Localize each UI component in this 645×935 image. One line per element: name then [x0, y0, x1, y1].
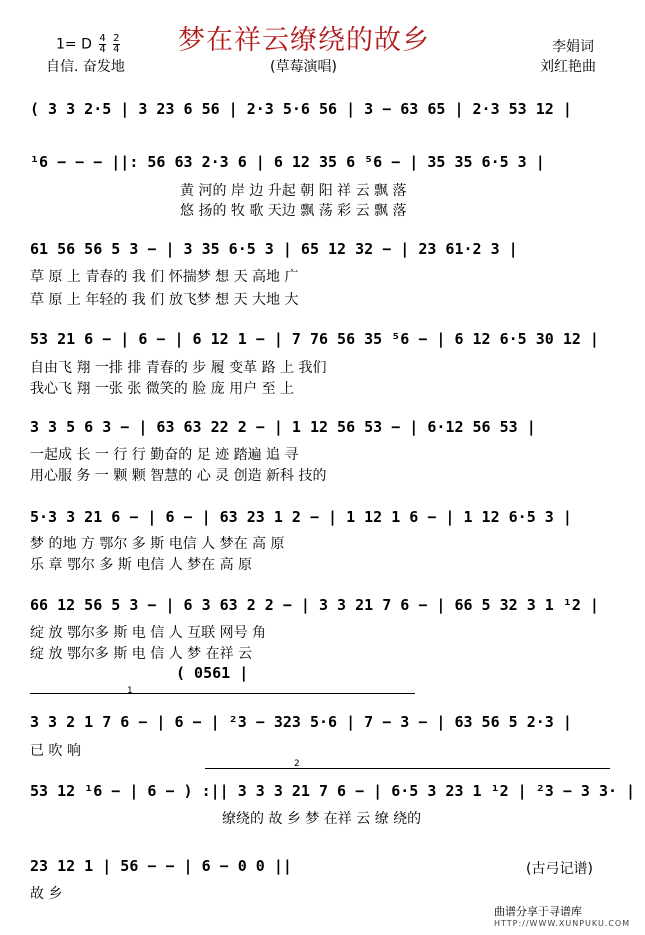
tempo-mark: 自信. 奋发地: [46, 59, 125, 75]
performer: (草莓演唱): [270, 59, 337, 75]
source-watermark: [494, 903, 631, 929]
notation-note: (古弓记谱): [526, 861, 593, 877]
notation-row-4: 53 21 6 − | 6 − | 6 12 1 − | 7 76 56 35 ⁵6 − | 6 12 6·5 30 12 |: [30, 330, 599, 348]
volta-1-label: 1: [127, 686, 133, 696]
lyric-row-4-verse-1: 自由飞 翔 一排 排 青春的 步 履 变革 路 上 我们: [30, 360, 327, 376]
volta-2-line: [205, 768, 610, 769]
volta-1-line: [30, 693, 415, 694]
composer: 刘红艳曲: [540, 59, 596, 75]
lyric-row-9: 缭绕的 故 乡 梦 在祥 云 缭 绕的: [222, 811, 422, 827]
watermark-line-2: HTTP://WWW.XUNPUKU.COM: [494, 919, 631, 928]
watermark-line-1: 曲谱分享于寻谱库: [494, 905, 582, 918]
lyric-row-2-verse-2: 悠 扬的 牧 歌 天边 飘 荡 彩 云 飘 落: [180, 203, 407, 219]
lyric-row-5-verse-1: 一起成 长 一 行 行 勤奋的 足 迹 踏遍 追 寻: [30, 447, 299, 463]
notation-row-2: ¹6 − − − ||: 56 63 2·3 6 | 6 12 35 6 ⁵6 − | 35 35 6·5 3 |: [30, 153, 545, 171]
notation-row-1: ( 3 3 2·5 | 3 23 6 56 | 2·3 5·6 56 | 3 − 63 65 | 2·3 53 12 |: [30, 100, 572, 118]
lyric-row-2-verse-1: 黄 河的 岸 边 升起 朝 阳 祥 云 飘 落: [180, 183, 407, 199]
time-signature-2-4: $\frac{2}{4}$: [113, 33, 120, 55]
lyric-row-4-verse-2: 我心飞 翔 一张 张 微笑的 脸 庞 用户 至 上: [30, 381, 295, 397]
key-label: 1= D: [56, 36, 92, 53]
lyric-row-5-verse-2: 用心服 务 一 颗 颗 智慧的 心 灵 创造 新科 技的: [30, 468, 327, 484]
instrumental-intro: ( 0561 |: [176, 664, 249, 682]
lyric-row-8: 已 吹 响: [30, 743, 81, 759]
volta-2-label: 2: [294, 759, 300, 769]
notation-row-8: 3 3 2 1 7 6 − | 6 − | ²3 − 323 5·6 | 7 − 3 − | 63 56 5 2·3 |: [30, 713, 572, 731]
lyric-row-7-verse-2: 绽 放 鄂尔多 斯 电 信 人 梦 在祥 云: [30, 646, 253, 662]
lyric-row-6-verse-1: 梦 的地 方 鄂尔 多 斯 电信 人 梦在 高 原: [30, 536, 285, 552]
lyric-row-10: 故 乡: [30, 886, 63, 902]
notation-row-9: 53 12 ¹6 − | 6 − ) :|| 3 3 3 21 7 6 − | 6·5 3 23 1 ¹2 | ²3 − 3 3· |: [30, 782, 636, 800]
lyric-row-3-verse-2: 草 原 上 年轻的 我 们 放飞梦 想 天 大地 大: [30, 292, 299, 308]
time-signature-4-4: $\frac{4}{4}$: [99, 33, 106, 55]
notation-row-3: 61 56 56 5 3 − | 3 35 6·5 3 | 65 12 32 − | 23 61·2 3 |: [30, 240, 518, 258]
notation-row-5: 3 3 5 6 3 − | 63 63 22 2 − | 1 12 56 53 − | 6·12 56 53 |: [30, 418, 536, 436]
lyric-row-6-verse-2: 乐 章 鄂尔 多 斯 电信 人 梦在 高 原: [30, 557, 253, 573]
lyric-row-7-verse-1: 绽 放 鄂尔多 斯 电 信 人 互联 网号 角: [30, 625, 267, 641]
key-signature: [56, 34, 120, 55]
notation-row-7: 66 12 56 5 3 − | 6 3 63 2 2 − | 3 3 21 7 6 − | 66 5 32 3 1 ¹2 |: [30, 596, 599, 614]
notation-row-10: 23 12 1 | 56 − − | 6 − 0 0 ||: [30, 857, 292, 875]
song-title: 梦在祥云缭绕的故乡: [178, 25, 430, 56]
lyricist: 李娟词: [552, 39, 594, 55]
lyric-row-3-verse-1: 草 原 上 青春的 我 们 怀揣梦 想 天 高地 广: [30, 269, 299, 285]
notation-row-6: 5·3 3 21 6 − | 6 − | 63 23 1 2 − | 1 12 1 6 − | 1 12 6·5 3 |: [30, 508, 572, 526]
